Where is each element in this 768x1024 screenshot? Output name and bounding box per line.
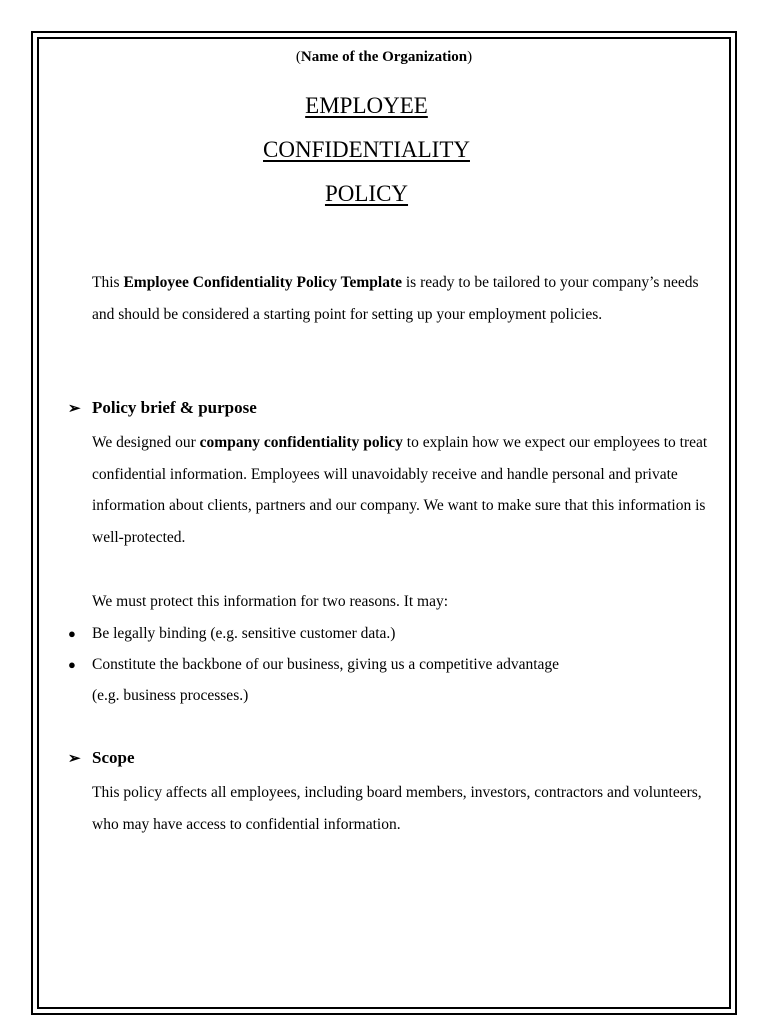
section-heading-policy-brief: [68, 398, 257, 418]
scope-paragraph: This policy affects all employees, including board members, investors, contractors and volunteers, who may have access to confidential information.: [92, 784, 702, 833]
title-line-3: POLICY: [324, 181, 409, 206]
list-item-continuation: (e.g. business processes.): [92, 687, 249, 704]
section-heading-scope: [68, 748, 135, 768]
section-heading-label: Policy brief & purpose: [92, 398, 257, 417]
arrowhead-icon: ➢: [68, 750, 81, 767]
bullet-dot-icon: ●: [68, 626, 76, 641]
section-heading-label: Scope: [92, 748, 135, 767]
title-line-2: CONFIDENTIALITY: [263, 137, 470, 162]
title-line-1: EMPLOYEE: [305, 93, 428, 118]
organization-name: (Name of the Organization): [295, 49, 473, 65]
reasons-lead-text: We must protect this information for two reasons. It may:: [92, 593, 449, 610]
policy-brief-paragraph: We designed our company confidentiality policy to explain how we expect our employees to treat confidential information. Employees will unavoidably receive and handle personal and private information about clients, partners and our company. We want to make sure that this information is well-protected.: [92, 434, 708, 546]
bullet-dot-icon: ●: [68, 657, 76, 672]
intro-paragraph: This Employee Confidentiality Policy Template is ready to be tailored to your company’s needs and should be considered a starting point for setting up your employment policies.: [92, 274, 699, 323]
arrowhead-icon: ➢: [68, 400, 81, 417]
